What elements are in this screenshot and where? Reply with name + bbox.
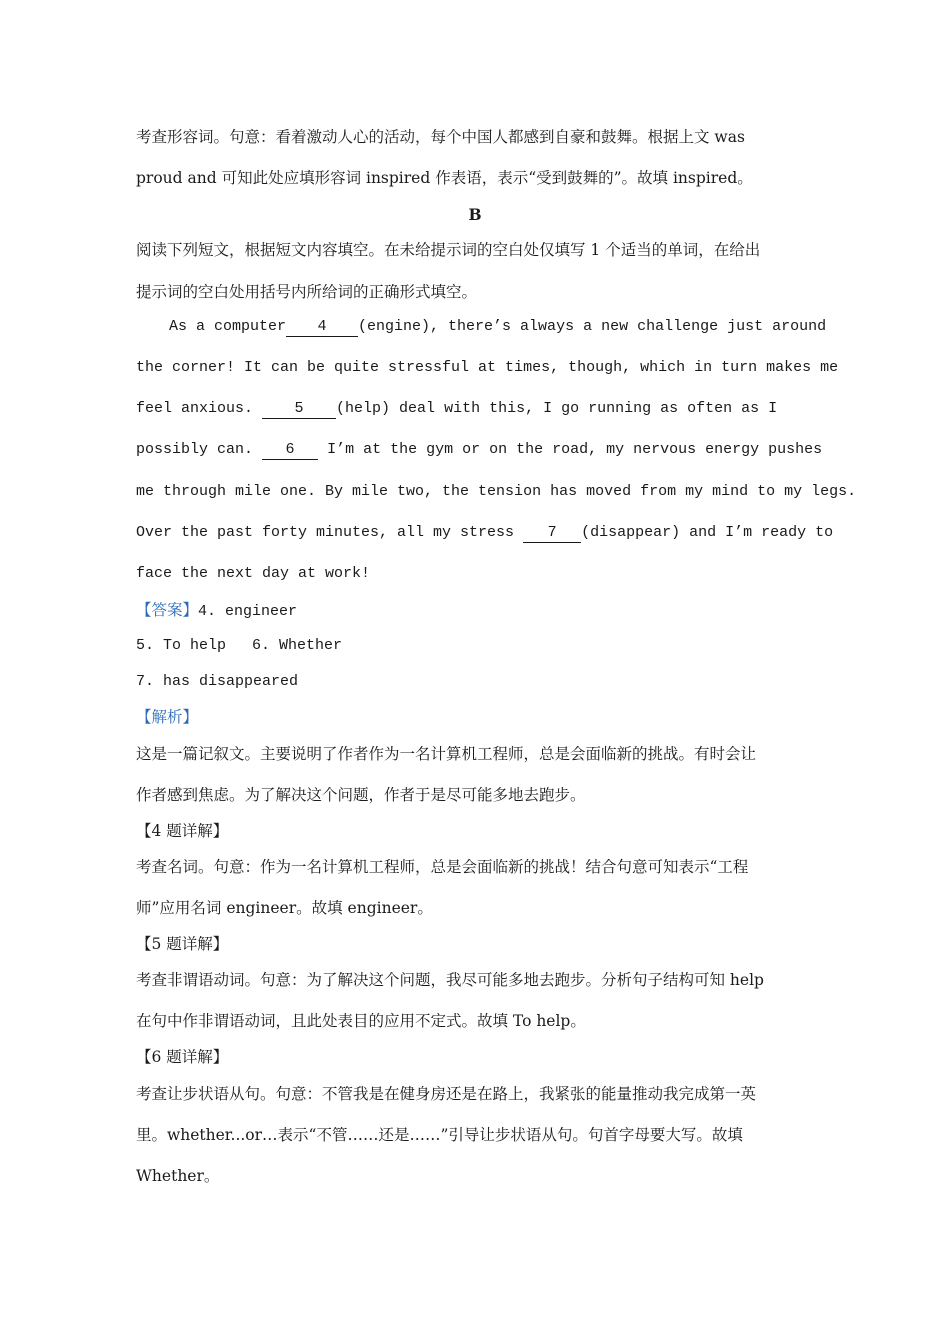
section-letter: B	[468, 205, 482, 224]
passage-line-3	[136, 399, 777, 419]
passage-text: Over the past forty minutes, all my stress	[136, 524, 515, 541]
q5-line-1: 考查非谓语动词。句意：为了解决这个问题，我尽可能多地去跑步。分析句子结构可知 help	[136, 971, 764, 989]
passage-line-4	[136, 440, 822, 460]
passage-text: I’m at the gym or on the road, my nervous energy pushes	[327, 441, 823, 458]
analysis-label: 【解析】	[136, 708, 199, 726]
passage-line-5: me through mile one. By mile two, the tension has moved from my mind to my legs.	[136, 483, 857, 500]
q6-line-3: Whether。	[136, 1167, 220, 1185]
passage-line-2: the corner! It can be quite stressful at times, though, which in turn makes me	[136, 359, 839, 376]
answer-7: 7. has disappeared	[136, 673, 299, 690]
passage-text: As a computer	[169, 318, 287, 335]
passage-text: feel anxious.	[136, 400, 254, 417]
answer-4: 4. engineer	[198, 603, 298, 620]
instructions-line-1: 阅读下列短文，根据短文内容填空。在未给提示词的空白处仅填写 1 个适当的单词，在给出	[136, 241, 761, 259]
passage-text: possibly can.	[136, 441, 254, 458]
answer-label: 【答案】	[136, 601, 199, 619]
instructions-line-2: 提示词的空白处用括号内所给词的正确形式填空。	[136, 283, 478, 301]
blank-5: 5	[262, 400, 336, 419]
q4-line-1: 考查名词。句意：作为一名计算机工程师，总是会面临新的挑战！结合句意可知表示“工程	[136, 858, 749, 876]
passage-line-6	[136, 523, 833, 543]
analysis-line-1: 这是一篇记叙文。主要说明了作者作为一名计算机工程师，总是会面临新的挑战。有时会让	[136, 745, 757, 763]
blank-7: 7	[523, 524, 581, 543]
q6-line-2: 里。whether...or…表示“不管……还是……”引导让步状语从句。句首字母要大写。故填	[136, 1126, 743, 1144]
answer-row-2	[136, 636, 342, 656]
blank-6: 6	[262, 441, 318, 460]
blank-4: 4	[286, 318, 358, 337]
answer-6: 6. Whether	[252, 637, 343, 654]
answer-row-1	[136, 600, 297, 622]
passage-text: (engine), there’s always a new challenge just around	[358, 318, 827, 335]
q4-heading: 【4 题详解】	[136, 822, 229, 840]
prev-explanation-line-2: proud and 可知此处应填形容词 inspired 作表语，表示“受到鼓舞的”。故填 inspired。	[136, 169, 753, 187]
q6-line-1: 考查让步状语从句。句意：不管我是在健身房还是在路上，我紧张的能量推动我完成第一英	[136, 1085, 757, 1103]
passage-text: (help) deal with this, I go running as often as I	[336, 400, 778, 417]
passage-line-1	[169, 317, 826, 337]
q5-line-2: 在句中作非谓语动词，且此处表目的应用不定式。故填 To help。	[136, 1012, 586, 1030]
prev-explanation-line-1: 考查形容词。句意：看着激动人心的活动，每个中国人都感到自豪和鼓舞。根据上文 was	[136, 128, 745, 146]
q4-line-2: 师”应用名词 engineer。故填 engineer。	[136, 899, 433, 917]
answer-5: 5. To help	[136, 637, 227, 654]
analysis-line-2: 作者感到焦虑。为了解决这个问题，作者于是尽可能多地去跑步。	[136, 786, 586, 804]
passage-text: (disappear) and I’m ready to	[581, 524, 834, 541]
passage-line-7: face the next day at work!	[136, 565, 371, 582]
q6-heading: 【6 题详解】	[136, 1048, 229, 1066]
q5-heading: 【5 题详解】	[136, 935, 229, 953]
